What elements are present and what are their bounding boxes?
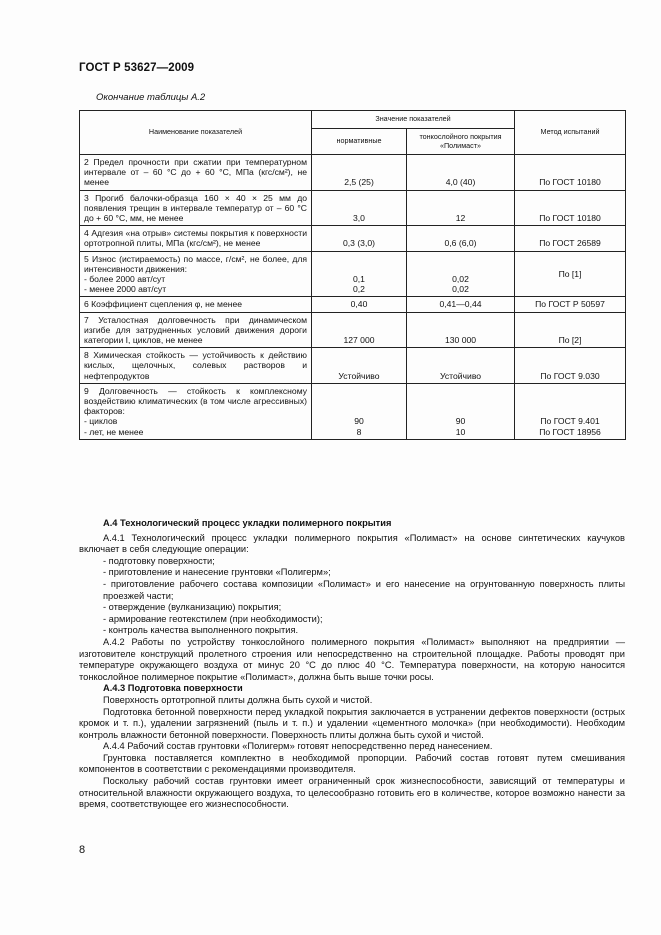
cell-polimast-value: 0,41—0,44 xyxy=(439,299,482,310)
cell-polimast-value: 4,0 (40) xyxy=(445,177,476,188)
cell-polimast-value: Устойчиво xyxy=(439,370,482,381)
paragraph-a43-1: Поверхность ортотропной плиты должна быть сухой и чистой. xyxy=(103,694,373,705)
cell-name xyxy=(80,348,312,384)
cell-normative-value: 8 xyxy=(356,426,362,437)
cell-normative-value: 0,2 xyxy=(353,284,365,295)
cell-polimast-value: 0,6 (6,0) xyxy=(444,238,477,249)
cell-method-value: По ГОСТ 10180 xyxy=(539,177,601,188)
cell-name xyxy=(80,190,312,226)
table-body xyxy=(80,155,626,440)
table-row xyxy=(80,312,626,348)
cell-name-text: 3 Прогиб балочки-образца 160 × 40 × 25 мм до появления трещин в интервале температур от – 60 °С до + 60 °С, мм, не менее xyxy=(84,192,307,224)
header-values: Значение показателей xyxy=(312,111,515,129)
cell-name-text: 6 Коэффициент сцепления φ, не менее xyxy=(84,299,243,310)
cell-name-text: 9 Долговечность — стойкость к комплексному воздействию климатических (в том числе агрессивных) факторов: xyxy=(84,385,307,417)
cell-normative xyxy=(312,155,407,191)
cell-normative-value: 0,1 xyxy=(353,274,365,285)
cell-method-value: По ГОСТ Р 50597 xyxy=(535,299,605,310)
cell-polimast-value: 0,02 xyxy=(452,284,469,295)
table-row xyxy=(80,348,626,384)
document-header: ГОСТ Р 53627—2009 xyxy=(79,62,195,74)
cell-polimast-value: 12 xyxy=(455,213,466,224)
cell-method-value: По ГОСТ 26589 xyxy=(539,238,601,249)
table-row xyxy=(80,190,626,226)
cell-method-value: По [2] xyxy=(558,335,582,346)
cell-name-subitem: - более 2000 авт/сут xyxy=(84,274,166,285)
cell-method-value: По ГОСТ 9.401 xyxy=(540,416,600,427)
cell-method-value: По ГОСТ 9.030 xyxy=(540,370,600,381)
cell-polimast xyxy=(407,348,515,384)
list-item: - приготовление и нанесение грунтовки «Полигерм»; xyxy=(103,567,331,578)
table-row xyxy=(80,383,626,439)
cell-normative xyxy=(312,312,407,348)
list-item: - армирование геотекстилем (при необходимости); xyxy=(103,613,323,624)
list-item: - приготовление рабочего состава композиции «Полимаст» и его нанесение на огрунтованную поверхность плиты проезжей части; xyxy=(103,578,625,601)
specs-table xyxy=(79,110,626,440)
cell-name-text: 8 Химическая стойкость — устойчивость к действию кислых, щелочных, солевых растворов и нефтепродуктов xyxy=(84,350,307,381)
cell-normative xyxy=(312,383,407,439)
cell-name-text: 4 Адгезия «на отрыв» системы покрытия к поверхности ортотропной плиты, МПа (кгс/см²), не менее xyxy=(84,228,307,249)
paragraph-a44-1: А.4.4 Рабочий состав грунтовки «Полигерм» готовят непосредственно перед нанесением. xyxy=(103,741,493,752)
cell-name xyxy=(80,155,312,191)
cell-method xyxy=(515,155,626,191)
cell-polimast-value: 130 000 xyxy=(444,335,477,346)
cell-normative xyxy=(312,297,407,312)
cell-normative-value: 3,0 xyxy=(353,213,365,224)
cell-name xyxy=(80,312,312,348)
cell-normative xyxy=(312,251,407,297)
paragraph-a41: А.4.1 Технологический процесс укладки полимерного покрытия «Полимаст» на основе синтетических каучуков включает в себя следующие операции: xyxy=(79,532,625,555)
table-row xyxy=(80,155,626,191)
cell-polimast xyxy=(407,312,515,348)
table-caption: Окончание таблицы А.2 xyxy=(96,92,206,103)
list-item: - отверждение (вулканизацию) покрытия; xyxy=(103,602,282,613)
cell-normative xyxy=(312,226,407,251)
paragraph-a44-2: Грунтовка поставляется комплектно в необходимой пропорции. Рабочий состав готовят путем смешивания компонентов в соответствии с рекомендациями производителя. xyxy=(79,752,625,775)
table-row xyxy=(80,251,626,297)
cell-method xyxy=(515,226,626,251)
cell-name-text: 7 Усталостная долговечность при динамическом изгибе для затрудненных условий движения дороги категории I, циклов, не менее xyxy=(84,314,307,346)
cell-normative-value: 127 000 xyxy=(343,335,375,346)
cell-name-subitem: - лет, не менее xyxy=(84,426,144,437)
cell-name xyxy=(80,226,312,251)
section-heading-a43: А.4.3 Подготовка поверхности xyxy=(103,683,243,694)
cell-polimast-value: 90 xyxy=(455,416,466,427)
paragraph-a42: А.4.2 Работы по устройству тонкослойного полимерного покрытия «Полимаст» выполняют на предприятии — изготовителе конструкций пролетного строения или непосредственно на строительной площадке. Работы проводят при температуре окружающего воздуха от минус 20 °С до плюс 40 °С. Температура поверхности, на которую наносится тонкослойное полимерное покрытие «Полимаст», должна быть выше точки росы. xyxy=(79,636,625,682)
body-text xyxy=(79,518,625,811)
cell-method-value: По ГОСТ 18956 xyxy=(539,426,601,437)
cell-normative-value: Устойчиво xyxy=(338,370,380,381)
cell-method xyxy=(515,297,626,312)
cell-normative-value: 0,40 xyxy=(350,299,368,310)
cell-polimast xyxy=(407,190,515,226)
cell-normative-value: 90 xyxy=(354,416,364,427)
list-item: - подготовку поверхности; xyxy=(103,555,215,566)
cell-polimast xyxy=(407,297,515,312)
paragraph-a43-2: Подготовка бетонной поверхности перед укладкой покрытия заключается в устранении дефектов поверхности (острых кромок и т. п.), удалении загрязнений (пыль и т. п.) и удалении «цементного молочка» (при необходимости). Необходим контроль влажности бетонной поверхности. Поверхность плиты должна быть сухой и чистой. xyxy=(79,706,625,740)
cell-polimast xyxy=(407,251,515,297)
table-row xyxy=(80,226,626,251)
header-name: Наименование показателей xyxy=(80,111,312,155)
cell-polimast xyxy=(407,155,515,191)
table-row xyxy=(80,297,626,312)
header-method: Метод испытаний xyxy=(515,111,626,155)
cell-method xyxy=(515,383,626,439)
cell-method xyxy=(515,312,626,348)
cell-name-subitem: - циклов xyxy=(84,416,118,427)
cell-method xyxy=(515,348,626,384)
cell-method-value: По [1] xyxy=(558,268,582,279)
list-item: - контроль качества выполненного покрытия. xyxy=(103,625,299,636)
cell-polimast xyxy=(407,226,515,251)
cell-name-text: 5 Износ (истираемость) по массе, г/см², не более, для интенсивности движения: xyxy=(84,253,307,274)
cell-normative xyxy=(312,348,407,384)
header-polimast: тонкослойного покрытия «Полимаст» xyxy=(407,129,515,155)
cell-name xyxy=(80,251,312,297)
cell-normative-value: 0,3 (3,0) xyxy=(342,238,375,249)
cell-method-value: По ГОСТ 10180 xyxy=(539,213,601,224)
cell-name-text: 2 Предел прочности при сжатии при температурном интервале от – 60 °С до + 60 °С, МПа (кгс/см²), не менее xyxy=(84,157,307,188)
cell-polimast-value: 0,02 xyxy=(452,274,469,285)
cell-method xyxy=(515,190,626,226)
header-normative: нормативные xyxy=(312,129,407,155)
page-number: 8 xyxy=(79,844,86,856)
cell-name xyxy=(80,383,312,439)
cell-polimast xyxy=(407,383,515,439)
cell-name-subitem: - менее 2000 авт/сут xyxy=(84,284,167,295)
cell-normative xyxy=(312,190,407,226)
cell-polimast-value: 10 xyxy=(455,426,466,437)
paragraph-a44-3: Поскольку рабочий состав грунтовки имеет ограниченный срок жизнеспособности, зависящий от температуры и относительной влажности окружающего воздуха, то целесообразно готовить его в количестве, которое возможно нанести за время, соответствующее его жизнеспособности. xyxy=(79,776,625,810)
section-heading-a4: А.4 Технологический процесс укладки полимерного покрытия xyxy=(103,518,392,528)
cell-method xyxy=(515,251,626,297)
cell-name xyxy=(80,297,312,312)
cell-normative-value: 2,5 (25) xyxy=(344,177,374,188)
